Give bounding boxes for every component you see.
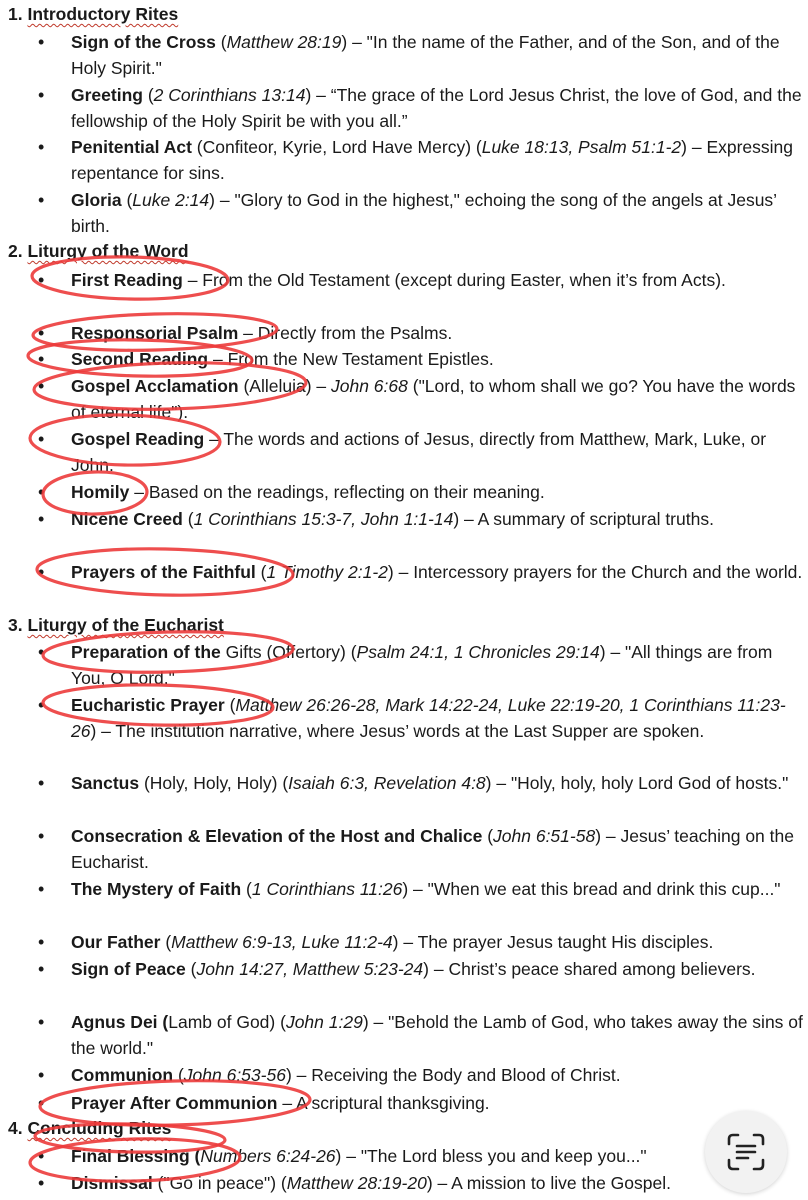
list-item (71, 929, 803, 955)
scripture-reference: Matthew 28:19 (226, 32, 342, 52)
item-heading: Second Reading (71, 349, 209, 369)
item-text: (Holy, Holy, Holy) ( (139, 773, 289, 793)
list-item (71, 770, 803, 796)
item-heading: Agnus Dei ( (71, 1012, 169, 1032)
item-text: ) – Expressing repentance for sins. (71, 137, 794, 183)
item-text: (Alleluia) – (238, 376, 331, 396)
item-heading: Penitential Act (71, 137, 192, 157)
bullet-icon: • (38, 429, 45, 449)
bullet-icon: • (38, 509, 45, 529)
list-item (71, 639, 803, 691)
scripture-reference: Psalm 24:1, 1 Chronicles 29:14 (356, 642, 600, 662)
scripture-reference: 2 Corinthians 13:14 (153, 85, 306, 105)
list-item (71, 1090, 803, 1116)
section-title-text: Introductory Rites (27, 4, 179, 24)
item-text: Gifts (Offertory) ( (220, 642, 357, 662)
bullet-icon: • (38, 349, 45, 369)
scripture-reference: John 6:51-58 (493, 826, 596, 846)
scripture-reference: John 6:53-56 (183, 1065, 286, 1085)
bullet-icon: • (38, 190, 45, 210)
item-heading: Sanctus (71, 773, 140, 793)
item-text: ) – A summary of scriptural truths. (453, 509, 714, 529)
list-item (71, 426, 803, 478)
item-heading: Sign of Peace (71, 959, 186, 979)
bullet-icon: • (38, 826, 45, 846)
bullet-icon: • (38, 642, 45, 662)
section-number: 3. (8, 615, 28, 635)
section-title (8, 240, 189, 262)
list-item (71, 1143, 803, 1169)
item-text: ) – The prayer Jesus taught His disciples. (392, 932, 714, 952)
item-text: – A scriptural thanksgiving. (277, 1093, 490, 1113)
item-text: ( (185, 959, 197, 979)
item-text: ) – The institution narrative, where Jesus’ words at the Last Supper are spoken. (90, 721, 705, 741)
bullet-icon: • (38, 1093, 45, 1113)
list-item (71, 134, 803, 186)
bullet-icon: • (38, 376, 45, 396)
scripture-reference: Isaiah 6:3, Revelation 4:8 (288, 773, 486, 793)
bullet-icon: • (38, 482, 45, 502)
lens-scan-button[interactable] (705, 1111, 787, 1193)
item-text: ) – "Holy, holy, holy Lord God of hosts." (485, 773, 789, 793)
list-item (71, 876, 803, 902)
section-title-text: Concluding Rites (27, 1118, 172, 1138)
item-text: – The words and actions of Jesus, directly from Matthew, Mark, Luke, or John. (71, 429, 767, 475)
list-item (71, 692, 803, 744)
lens-scan-icon (726, 1132, 766, 1172)
item-heading: Preparation of the (71, 642, 221, 662)
item-heading: Sign of the Cross (71, 32, 216, 52)
section-number: 4. (8, 1118, 28, 1138)
item-text: ) – Christ’s peace shared among believers. (423, 959, 756, 979)
section-title-text: Liturgy of the Eucharist (27, 615, 224, 635)
list-item (71, 320, 803, 346)
bullet-icon: • (38, 1012, 45, 1032)
item-text: ("Lord, to whom shall we go? You have the words of eternal life"). (71, 376, 796, 422)
item-heading: Eucharistic Prayer (71, 695, 225, 715)
item-text: ( (482, 826, 494, 846)
bullet-icon: • (38, 270, 45, 290)
item-text: – Based on the readings, reflecting on their meaning. (129, 482, 545, 502)
scripture-reference: Numbers 6:24-26 (200, 1146, 336, 1166)
list-item (71, 1062, 803, 1088)
bullet-icon: • (38, 137, 45, 157)
item-text: ( (224, 695, 236, 715)
item-text: ) – Intercessory prayers for the Church and the world. (387, 562, 803, 582)
bullet-icon: • (38, 1065, 45, 1085)
scripture-reference: Matthew 26:26-28, Mark 14:22-24, Luke 22:19-20, 1 Corinthians 11:23-26 (71, 695, 786, 741)
list-item (71, 1170, 803, 1196)
scripture-reference: John 14:27, Matthew 5:23-24 (196, 959, 424, 979)
list-item (71, 29, 803, 81)
item-text: ) – Jesus’ teaching on the Eucharist. (71, 826, 794, 872)
item-text: ) – "In the name of the Father, and of the Son, and of the Holy Spirit." (71, 32, 780, 78)
item-text: ( (121, 190, 133, 210)
bullet-icon: • (38, 1146, 45, 1166)
scripture-reference: Matthew 28:19-20 (286, 1173, 427, 1193)
item-text: (Confiteor, Kyrie, Lord Have Mercy) ( (191, 137, 482, 157)
item-text: ) – "When we eat this bread and drink this cup..." (402, 879, 781, 899)
item-heading: Gloria (71, 190, 122, 210)
item-text: ( (142, 85, 154, 105)
item-text: ( (215, 32, 227, 52)
item-text: ("Go in peace") ( (152, 1173, 287, 1193)
item-text: ) – “The grace of the Lord Jesus Christ, the love of God, and the fellowship of the Holy Spirit be with you all.” (71, 85, 802, 131)
item-heading: Dismissal (71, 1173, 153, 1193)
section-number: 2. (8, 241, 28, 261)
scripture-reference: Luke 2:14 (132, 190, 210, 210)
bullet-icon: • (38, 695, 45, 715)
item-text: ) – Receiving the Body and Blood of Christ. (285, 1065, 621, 1085)
item-heading: Responsorial Psalm (71, 323, 239, 343)
item-text: ) – A mission to live the Gospel. (426, 1173, 671, 1193)
item-text: ( (255, 562, 267, 582)
section-title (8, 3, 178, 25)
item-text: ) – "Behold the Lamb of God, who takes away the sins of the world." (71, 1012, 803, 1058)
item-text: ( (182, 509, 194, 529)
list-item (71, 479, 803, 505)
section-number: 1. (8, 4, 28, 24)
item-heading: Consecration & Elevation of the Host and Chalice (71, 826, 483, 846)
scripture-reference: John 6:68 (331, 376, 408, 396)
bullet-icon: • (38, 773, 45, 793)
item-heading: Prayer After Communion (71, 1093, 278, 1113)
item-heading: The Mystery of Faith (71, 879, 242, 899)
section-title (8, 614, 224, 636)
item-heading: Gospel Reading (71, 429, 205, 449)
list-item (71, 956, 803, 982)
item-heading: Nicene Creed (71, 509, 183, 529)
item-heading: Final Blessing ( (71, 1146, 201, 1166)
item-heading: Gospel Acclamation (71, 376, 239, 396)
section-title-text: Liturgy of the Word (27, 241, 189, 261)
item-text: Lamb of God) ( (168, 1012, 286, 1032)
bullet-icon: • (38, 85, 45, 105)
item-text: ( (241, 879, 252, 899)
scripture-reference: 1 Corinthians 11:26 (251, 879, 403, 899)
item-text: – From the Old Testament (except during Easter, when it’s from Acts). (182, 270, 726, 290)
item-heading: Prayers of the Faithful (71, 562, 256, 582)
bullet-icon: • (38, 32, 45, 52)
list-item (71, 506, 803, 532)
scripture-reference: John 1:29 (285, 1012, 363, 1032)
scripture-reference: Luke 18:13, Psalm 51:1-2 (481, 137, 682, 157)
scripture-reference: Matthew 6:9-13, Luke 11:2-4 (171, 932, 393, 952)
item-text: ) – "The Lord bless you and keep you..." (335, 1146, 647, 1166)
item-text: ( (173, 1065, 184, 1085)
list-item (71, 187, 803, 239)
scripture-reference: 1 Corinthians 15:3-7, John 1:1-14 (193, 509, 454, 529)
bullet-icon: • (38, 879, 45, 899)
bullet-icon: • (38, 932, 45, 952)
item-text: ) – "All things are from You, O Lord." (71, 642, 773, 688)
item-heading: Greeting (71, 85, 143, 105)
list-item (71, 1009, 803, 1061)
list-item (71, 373, 803, 425)
section-title (8, 1117, 171, 1139)
item-heading: First Reading (71, 270, 183, 290)
bullet-icon: • (38, 1173, 45, 1193)
item-text: – Directly from the Psalms. (238, 323, 453, 343)
item-text: ( (160, 932, 172, 952)
list-item (71, 346, 803, 372)
item-heading: Homily (71, 482, 130, 502)
bullet-icon: • (38, 562, 45, 582)
item-text: ) – "Glory to God in the highest," echoing the song of the angels at Jesus’ birth. (71, 190, 777, 236)
list-item (71, 823, 803, 875)
item-text: – From the New Testament Epistles. (208, 349, 494, 369)
list-item (71, 82, 803, 134)
item-heading: Our Father (71, 932, 161, 952)
bullet-icon: • (38, 323, 45, 343)
list-item (71, 559, 803, 585)
bullet-icon: • (38, 959, 45, 979)
scripture-reference: 1 Timothy 2:1-2 (266, 562, 388, 582)
item-heading: Communion (71, 1065, 174, 1085)
list-item (71, 267, 803, 293)
